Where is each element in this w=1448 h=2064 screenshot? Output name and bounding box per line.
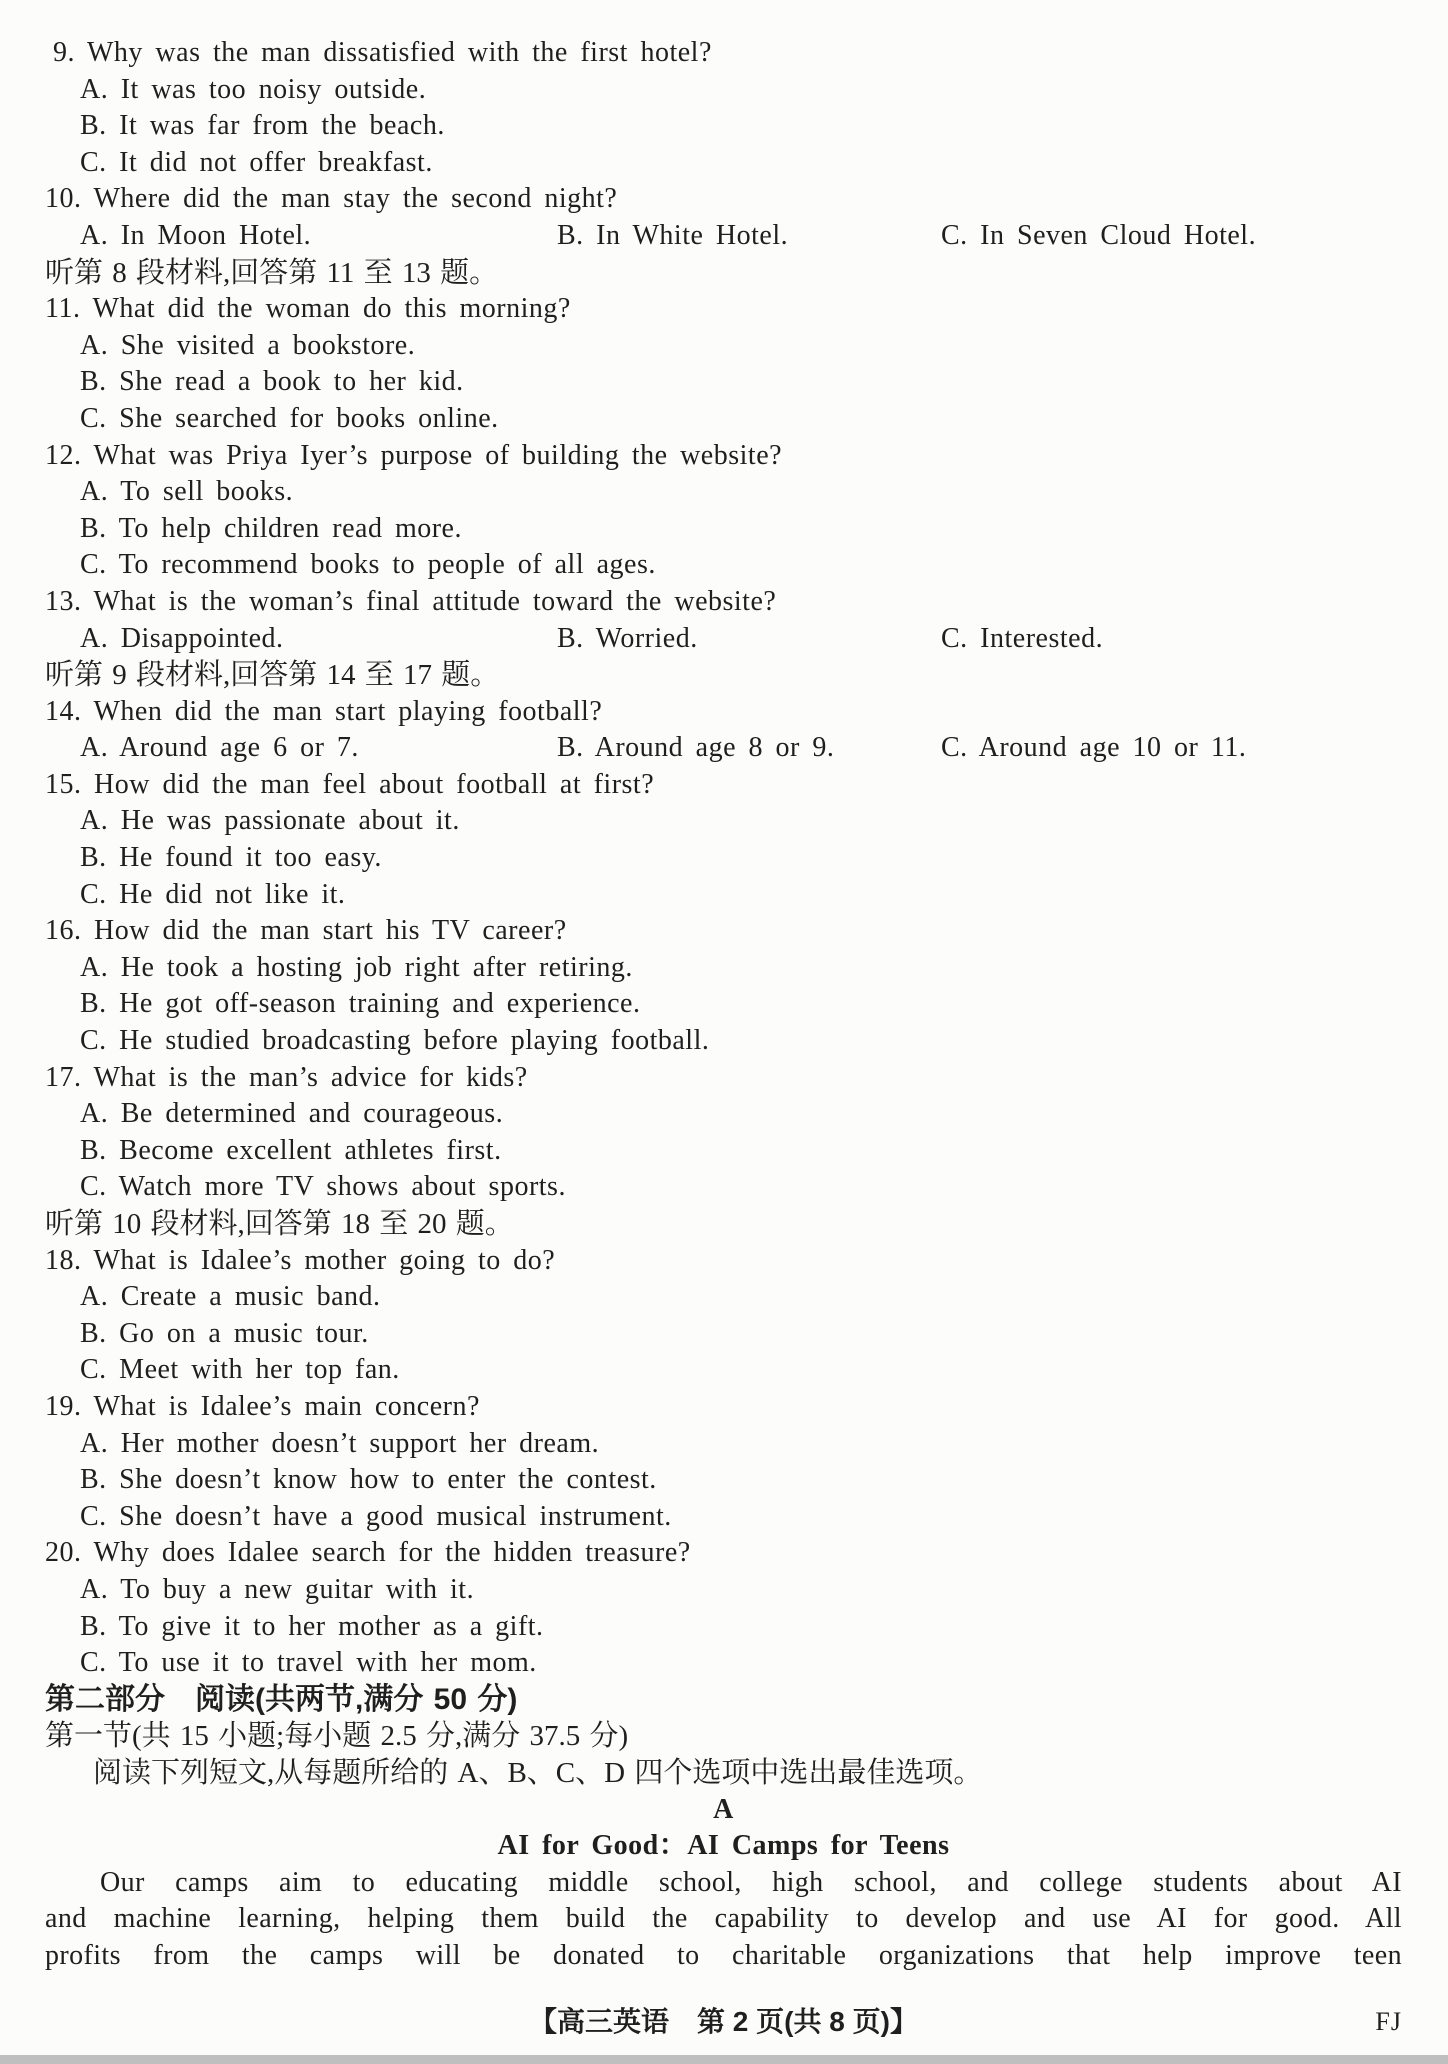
- question-18-option-a: A. Create a music band.: [80, 1281, 381, 1313]
- question-10-option-b: B. In White Hotel.: [557, 219, 789, 251]
- question-13-option-a: A. Disappointed.: [80, 622, 284, 654]
- listening-note-9: 听第 9 段材料,回答第 14 至 17 题。: [45, 659, 500, 692]
- question-15-option-a: A. He was passionate about it.: [80, 805, 460, 837]
- question-20: 20. Why does Idalee search for the hidden treasure?: [45, 1537, 691, 1569]
- passage-a-label: A: [713, 1793, 734, 1825]
- question-17-option-b: B. Become excellent athletes first.: [80, 1134, 502, 1166]
- passage-a-line: Our camps aim to educating middle school, high school, and college students about AI: [100, 1866, 1402, 1898]
- passage-a-title: AI for Good：AI Camps for Teens: [497, 1830, 950, 1862]
- question-16-option-a: A. He took a hosting job right after retiring.: [80, 951, 633, 983]
- question-10-option-c: C. In Seven Cloud Hotel.: [941, 219, 1257, 251]
- question-18-option-c: C. Meet with her top fan.: [80, 1354, 400, 1386]
- question-16: 16. How did the man start his TV career?: [45, 915, 567, 947]
- reading-instruction: 阅读下列短文,从每题所给的 A、B、C、D 四个选项中选出最佳选项。: [93, 1756, 983, 1789]
- question-10-option-a: A. In Moon Hotel.: [80, 219, 312, 251]
- question-15-option-b: B. He found it too easy.: [80, 842, 382, 874]
- footer-page-info: 【高三英语 第 2 页(共 8 页)】: [529, 2006, 918, 2038]
- question-18: 18. What is Idalee’s mother going to do?: [45, 1244, 556, 1276]
- question-9: 9. Why was the man dissatisfied with the first hotel?: [53, 37, 712, 68]
- question-11-option-a: A. She visited a bookstore.: [80, 329, 416, 361]
- question-14-options-row: [45, 730, 1402, 767]
- passage-a-line: and machine learning, helping them build the capability to develop and use AI for good. All: [45, 1903, 1402, 1935]
- scan-edge: [0, 2055, 1448, 2064]
- question-19-option-c: C. She doesn’t have a good musical instrument.: [80, 1500, 672, 1532]
- page-footer: [45, 2004, 1402, 2040]
- question-14: 14. When did the man start playing football?: [45, 695, 603, 727]
- question-17-option-c: C. Watch more TV shows about sports.: [80, 1171, 566, 1203]
- question-11: 11. What did the woman do this morning?: [45, 293, 571, 325]
- question-20-option-c: C. To use it to travel with her mom.: [80, 1647, 537, 1679]
- question-13-option-c: C. Interested.: [941, 622, 1104, 654]
- section-one-header: 第一节(共 15 小题;每小题 2.5 分,满分 37.5 分): [45, 1720, 629, 1753]
- question-12-option-c: C. To recommend books to people of all ages.: [80, 549, 656, 581]
- question-10-options-row: [45, 218, 1402, 255]
- question-15-option-c: C. He did not like it.: [80, 878, 346, 910]
- question-20-option-b: B. To give it to her mother as a gift.: [80, 1610, 544, 1642]
- question-12: 12. What was Priya Iyer’s purpose of building the website?: [45, 439, 783, 471]
- listening-note-10: 听第 10 段材料,回答第 18 至 20 题。: [45, 1208, 514, 1240]
- question-11-option-c: C. She searched for books online.: [80, 402, 499, 434]
- question-17: 17. What is the man’s advice for kids?: [45, 1061, 528, 1093]
- page-content: [45, 35, 1402, 2040]
- question-13-options-row: [45, 621, 1402, 658]
- passage-a-line: profits from the camps will be donated to charitable organizations that help improve teen: [45, 1939, 1402, 1971]
- question-20-option-a: A. To buy a new guitar with it.: [80, 1573, 475, 1605]
- question-14-option-a: A. Around age 6 or 7.: [80, 732, 359, 764]
- footer-code: FJ: [1375, 2007, 1402, 2037]
- question-10: 10. Where did the man stay the second night?: [45, 183, 618, 215]
- listening-note-8: 听第 8 段材料,回答第 11 至 13 题。: [45, 256, 499, 289]
- question-12-option-b: B. To help children read more.: [80, 512, 462, 544]
- question-19-option-b: B. She doesn’t know how to enter the contest.: [80, 1464, 657, 1496]
- question-13-option-b: B. Worried.: [557, 622, 698, 654]
- question-17-option-a: A. Be determined and courageous.: [80, 1098, 504, 1130]
- question-9-option-a: A. It was too noisy outside.: [80, 73, 427, 105]
- question-16-option-b: B. He got off-season training and experience.: [80, 988, 641, 1020]
- question-9-option-c: C. It did not offer breakfast.: [80, 146, 433, 178]
- question-14-option-b: B. Around age 8 or 9.: [557, 732, 835, 764]
- question-14-option-c: C. Around age 10 or 11.: [941, 732, 1247, 764]
- question-15: 15. How did the man feel about football at first?: [45, 768, 655, 800]
- question-19: 19. What is Idalee’s main concern?: [45, 1390, 480, 1422]
- question-9-option-b: B. It was far from the beach.: [80, 110, 445, 142]
- question-19-option-a: A. Her mother doesn’t support her dream.: [80, 1427, 600, 1459]
- question-13: 13. What is the woman’s final attitude toward the website?: [45, 585, 777, 617]
- question-11-option-b: B. She read a book to her kid.: [80, 366, 464, 398]
- part-two-header: 第二部分 阅读(共两节,满分 50 分): [45, 1682, 518, 1716]
- question-16-option-c: C. He studied broadcasting before playing football.: [80, 1025, 710, 1057]
- question-12-option-a: A. To sell books.: [80, 476, 294, 508]
- question-18-option-b: B. Go on a music tour.: [80, 1317, 369, 1349]
